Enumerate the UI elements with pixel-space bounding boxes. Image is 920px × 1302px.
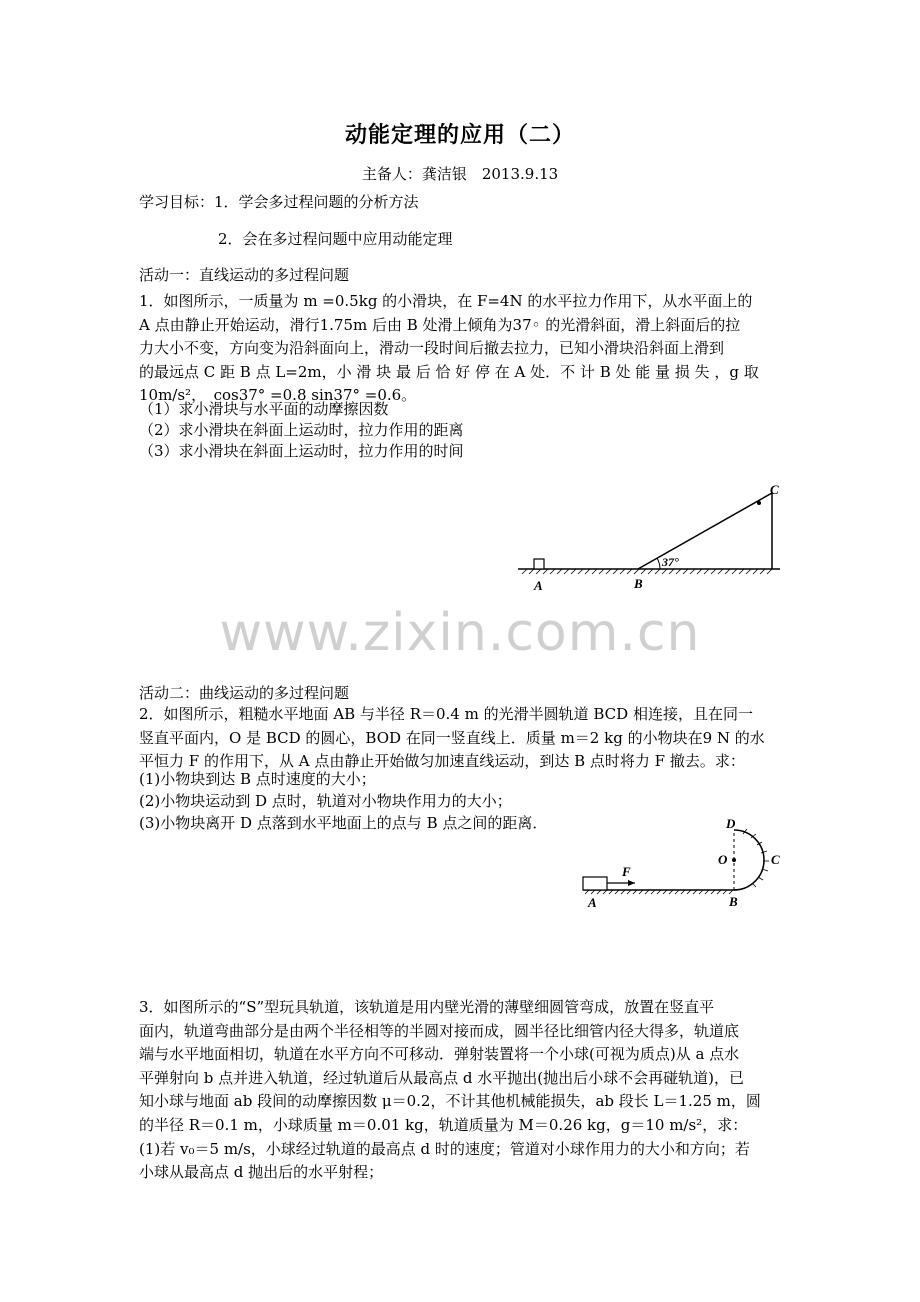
problem1-question-2: （2）求小滑块在斜面上运动时，拉力作用的距离 — [139, 421, 464, 439]
objective-1: 学习目标：1．学会多过程问题的分析方法 — [139, 193, 419, 211]
page-title: 动能定理的应用（二） — [344, 122, 575, 148]
incline-figure — [510, 478, 790, 598]
label-b: B — [729, 894, 738, 909]
problem1-line: 力大小不变，方向变为沿斜面向上，滑动一段时间后撤去拉力，已知小滑块沿斜面上滑到 — [139, 339, 725, 357]
problem3-line: 平弹射向 b 点并进入轨道，经过轨道后从最高点 d 水平抛出(抛出后小球不会再碰轨道)，已 — [139, 1068, 744, 1087]
problem3-line: 的半径 R＝0.1 m，小球质量 m＝0.01 kg，轨道质量为 M＝0.26 kg，g＝10 m/s²，求： — [139, 1115, 748, 1134]
angle-arc — [657, 558, 660, 569]
problem2-question-2: (2)小物块运动到 D 点时，轨道对小物块作用力的大小； — [139, 792, 512, 810]
label-d: D — [726, 816, 736, 831]
label-o: O — [718, 852, 728, 867]
problem1-line: 1．如图所示，一质量为 m =0.5kg 的小滑块，在 F=4N 的水平拉力作用下，从水平面上的 — [139, 292, 753, 310]
problem3-text — [139, 996, 781, 1185]
slider-block — [534, 559, 544, 569]
problem2-line: 2．如图所示，粗糙水平地面 AB 与半径 R＝0.4 m 的光滑半圆轨道 BCD 相连接，且在同一 — [139, 705, 753, 723]
small-block — [583, 877, 607, 890]
force-arrow-head — [628, 880, 635, 886]
incline-surface — [638, 493, 772, 569]
label-f: F — [622, 864, 631, 879]
track-hatching — [743, 829, 769, 887]
problem3-question-1-line: (1)若 v₀＝5 m/s，小球经过轨道的最高点 d 时的速度；管道对小球作用力的大小和方向；若 — [139, 1139, 750, 1158]
author-date: 主备人：龚洁银 2013.9.13 — [361, 165, 559, 183]
label-a: A — [588, 895, 597, 910]
label-c: C — [770, 482, 779, 497]
problem1-line: A 点由静止开始运动，滑行1.75m 后由 B 处滑上倾角为37◦ 的光滑斜面，滑上斜面后的拉 — [139, 315, 741, 334]
center-o-marker — [732, 858, 736, 862]
problem2-text — [139, 703, 781, 774]
problem2-line: 平恒力 F 的作用下，从 A 点由静止开始做匀加速直线运动，到达 B 点时将力 F 撤去。求： — [139, 752, 745, 770]
semicircle-figure — [575, 810, 795, 915]
problem1-line: 的最远点 C 距 B 点 L=2m，小 滑 块 最 后 恰 好 停 在 A 处．不 计 B 处 能 量 损 失 ，g 取 — [139, 362, 759, 381]
problem3-line: 面内，轨道弯曲部分是由两个半径相等的半圆对接而成，圆半径比细管内径大得多，轨道底 — [139, 1021, 740, 1040]
problem2-question-3: (3)小物块离开 D 点落到水平地面上的点与 B 点之间的距离． — [139, 814, 548, 832]
problem3-line: 端与水平地面相切，轨道在水平方向不可移动．弹射装置将一个小球(可视为质点)从 a 点水 — [139, 1045, 740, 1064]
watermark: www.zixin.com.cn — [219, 603, 701, 663]
angle-label: 37° — [662, 555, 679, 569]
label-a: A — [534, 578, 543, 593]
activity1-heading: 活动一：直线运动的多过程问题 — [139, 266, 350, 284]
semicircle-track — [734, 830, 764, 890]
problem2-question-1: (1)小物块到达 B 点时速度的大小； — [139, 770, 376, 788]
activity2-heading: 活动二：曲线运动的多过程问题 — [139, 684, 350, 702]
problem1-line: 10m/s²， cos37° =0.8 sin37° =0.6。 — [139, 386, 417, 404]
problem3-line: 3．如图所示的“S”型玩具轨道，该轨道是用内壁光滑的薄壁细圆管弯成，放置在竖直平 — [139, 998, 715, 1016]
problem2-line: 竖直平面内，O 是 BCD 的圆心，BOD 在同一竖直线上．质量 m＝2 kg 的小物块在9 N 的水 — [139, 728, 765, 747]
problem3-line: 知小球与地面 ab 段间的动摩擦因数 μ＝0.2，不计其他机械能损失，ab 段长 L＝1.25 m，圆 — [139, 1092, 761, 1111]
label-b: B — [634, 576, 643, 591]
problem1-question-3: （3）求小滑块在斜面上运动时，拉力作用的时间 — [139, 442, 464, 460]
problem3-question-1-line: 小球从最高点 d 抛出后的水平射程； — [139, 1163, 384, 1182]
problem1-text — [139, 290, 781, 408]
problem1-question-1: （1）求小滑块与水平面的动摩擦因数 — [139, 400, 389, 418]
point-c-marker — [757, 501, 761, 505]
label-c: C — [771, 852, 780, 867]
objective-2: 2．会在多过程问题中应用动能定理 — [218, 230, 453, 248]
